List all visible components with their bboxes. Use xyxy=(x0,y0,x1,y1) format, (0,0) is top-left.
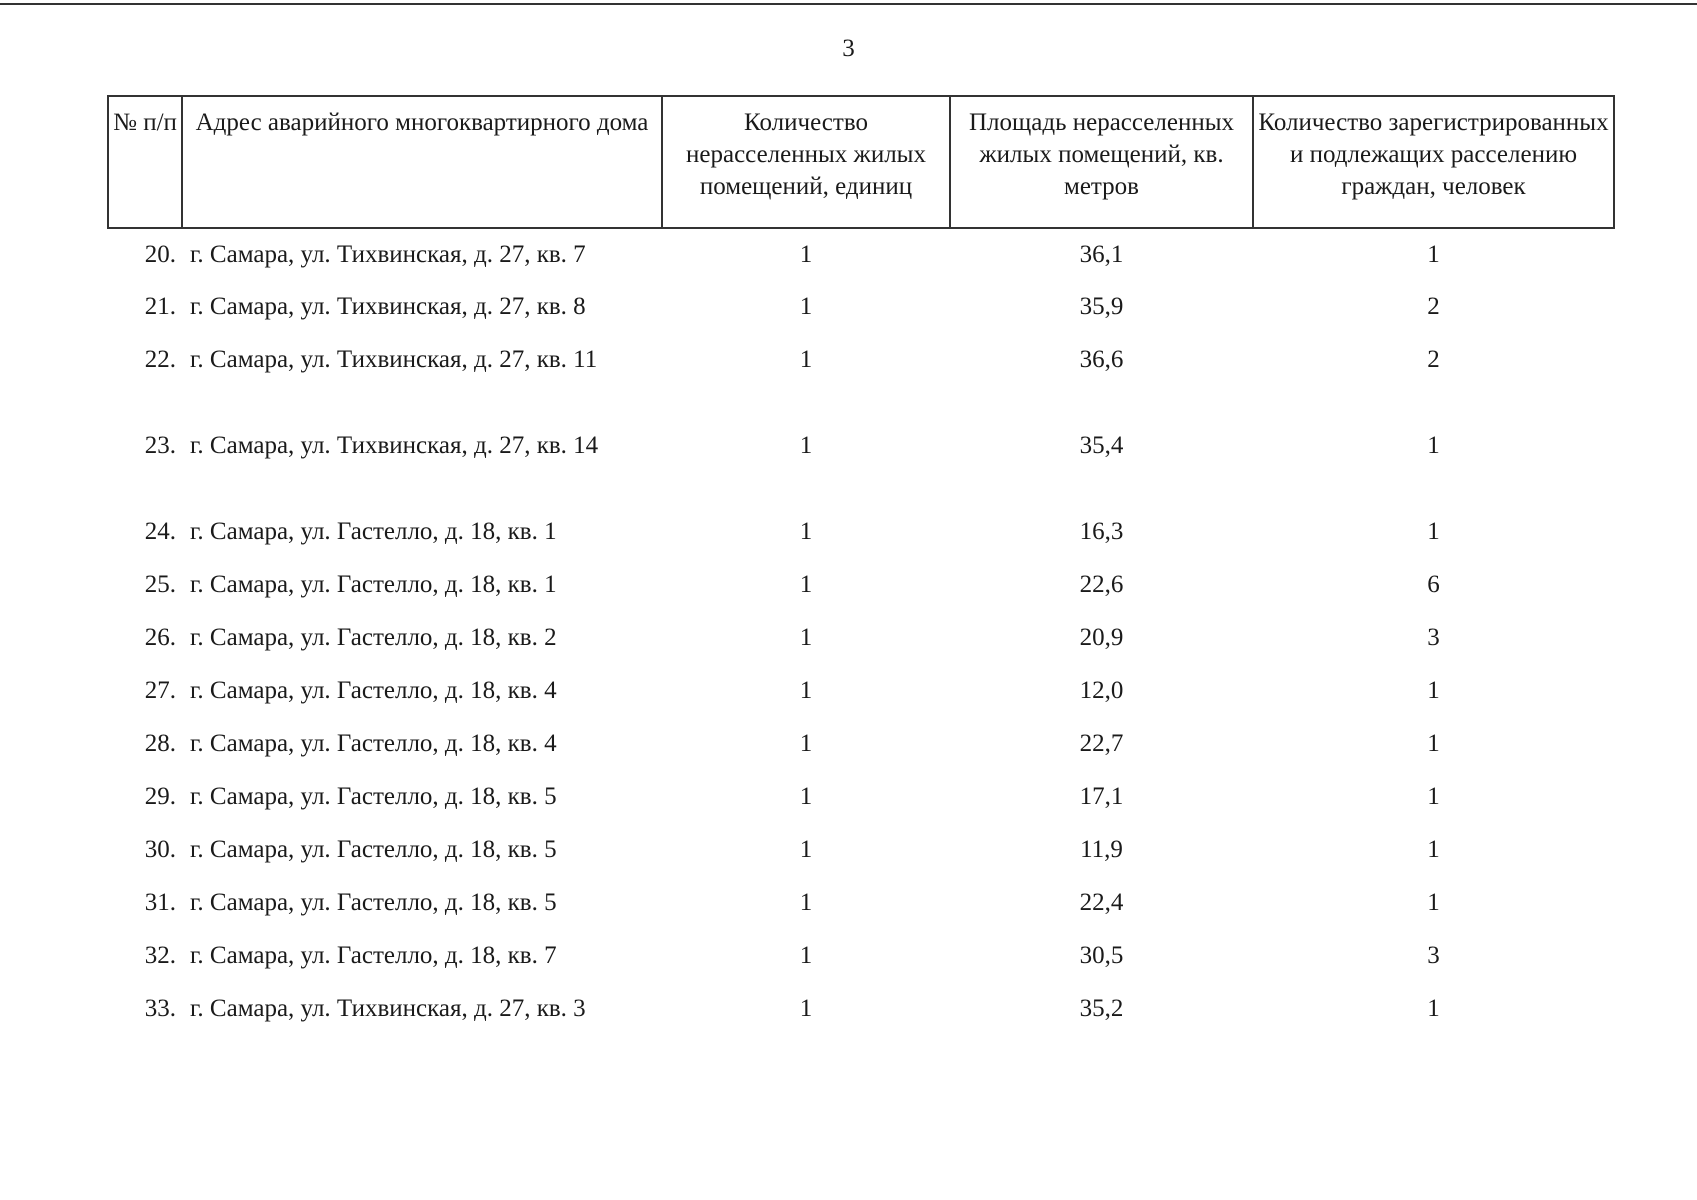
table-row xyxy=(108,622,1614,675)
row-people: 1 xyxy=(1427,995,1440,1022)
row-address: г. Самара, ул. Гастелло, д. 18, кв. 5 xyxy=(190,783,557,810)
row-area: 36,1 xyxy=(1079,241,1124,268)
row-people: 1 xyxy=(1427,432,1440,459)
row-area: 17,1 xyxy=(1079,783,1124,810)
row-units: 1 xyxy=(799,293,813,320)
row-number: 25. xyxy=(144,571,176,598)
row-area: 11,9 xyxy=(1080,836,1123,863)
row-number: 33. xyxy=(144,995,176,1022)
row-address: г. Самара, ул. Тихвинская, д. 27, кв. 11 xyxy=(190,346,598,373)
row-area: 16,3 xyxy=(1079,518,1124,545)
row-people: 2 xyxy=(1427,346,1440,373)
row-number: 29. xyxy=(144,783,176,810)
header-area: Площадь нерасселенных жилых помещений, кв. метров xyxy=(950,96,1253,228)
row-number: 20. xyxy=(144,241,176,268)
row-people: 2 xyxy=(1427,293,1440,320)
row-units: 1 xyxy=(799,241,813,268)
row-area: 35,9 xyxy=(1079,293,1124,320)
page-number: 3 xyxy=(842,35,855,62)
row-area: 36,6 xyxy=(1079,346,1124,373)
row-address: г. Самара, ул. Тихвинская, д. 27, кв. 8 xyxy=(190,293,586,320)
row-units: 1 xyxy=(799,518,813,545)
header-address: Адрес аварийного многоквартирного дома xyxy=(182,96,662,228)
row-address: г. Самара, ул. Гастелло, д. 18, кв. 2 xyxy=(190,624,557,651)
row-units: 1 xyxy=(799,942,813,969)
row-units: 1 xyxy=(799,783,813,810)
row-number: 28. xyxy=(144,730,176,757)
table-row xyxy=(108,291,1614,344)
row-people: 1 xyxy=(1427,836,1440,863)
row-address: г. Самара, ул. Гастелло, д. 18, кв. 1 xyxy=(190,518,557,545)
row-units: 1 xyxy=(799,624,813,651)
table-row xyxy=(108,675,1614,728)
row-people: 1 xyxy=(1427,730,1440,757)
row-address: г. Самара, ул. Гастелло, д. 18, кв. 1 xyxy=(190,571,557,598)
row-number: 26. xyxy=(144,624,176,651)
row-people: 3 xyxy=(1427,942,1440,969)
row-number: 27. xyxy=(144,677,176,704)
row-number: 30. xyxy=(144,836,176,863)
row-number: 23. xyxy=(144,432,176,459)
row-area: 22,7 xyxy=(1079,730,1124,757)
row-people: 3 xyxy=(1427,624,1440,651)
row-people: 1 xyxy=(1427,783,1440,810)
table-row xyxy=(108,228,1614,291)
table-row xyxy=(108,781,1614,834)
row-people: 1 xyxy=(1427,518,1440,545)
table-row xyxy=(108,344,1614,430)
row-area: 22,4 xyxy=(1079,889,1124,916)
header-units: Количество нерасселенных жилых помещений, единиц xyxy=(662,96,950,228)
row-address: г. Самара, ул. Гастелло, д. 18, кв. 4 xyxy=(190,730,557,757)
row-area: 12,0 xyxy=(1079,677,1124,704)
table-row xyxy=(108,516,1614,569)
row-units: 1 xyxy=(799,995,813,1022)
row-address: г. Самара, ул. Гастелло, д. 18, кв. 5 xyxy=(190,836,557,863)
row-people: 1 xyxy=(1427,677,1440,704)
row-units: 1 xyxy=(799,571,813,598)
table-row xyxy=(108,887,1614,940)
row-area: 35,4 xyxy=(1079,432,1124,459)
row-people: 1 xyxy=(1427,241,1440,268)
table-row xyxy=(108,569,1614,622)
header-people: Количество зарегистрированных и подлежащих расселению граждан, человек xyxy=(1253,96,1614,228)
row-units: 1 xyxy=(799,730,813,757)
row-units: 1 xyxy=(799,677,813,704)
header-number: № п/п xyxy=(108,96,182,228)
row-units: 1 xyxy=(799,836,813,863)
row-number: 24. xyxy=(144,518,176,545)
row-area: 22,6 xyxy=(1079,571,1124,598)
top-rule xyxy=(0,3,1697,5)
row-number: 22. xyxy=(144,346,176,373)
table-row xyxy=(108,834,1614,887)
resettlement-table xyxy=(107,95,1615,1046)
table-row xyxy=(108,940,1614,993)
row-units: 1 xyxy=(799,889,813,916)
table-row xyxy=(108,728,1614,781)
row-area: 35,2 xyxy=(1079,995,1124,1022)
row-address: г. Самара, ул. Гастелло, д. 18, кв. 5 xyxy=(190,889,557,916)
row-people: 6 xyxy=(1427,571,1440,598)
row-number: 32. xyxy=(144,942,176,969)
row-people: 1 xyxy=(1427,889,1440,916)
row-address: г. Самара, ул. Тихвинская, д. 27, кв. 14 xyxy=(190,432,599,459)
row-number: 31. xyxy=(144,889,176,916)
row-address: г. Самара, ул. Гастелло, д. 18, кв. 7 xyxy=(190,942,557,969)
row-address: г. Самара, ул. Тихвинская, д. 27, кв. 3 xyxy=(190,995,586,1022)
row-address: г. Самара, ул. Тихвинская, д. 27, кв. 7 xyxy=(190,241,586,268)
row-units: 1 xyxy=(799,432,813,459)
row-area: 20,9 xyxy=(1079,624,1124,651)
row-number: 21. xyxy=(144,293,176,320)
table-header-row xyxy=(108,96,1614,228)
table-row xyxy=(108,430,1614,516)
row-address: г. Самара, ул. Гастелло, д. 18, кв. 4 xyxy=(190,677,557,704)
row-units: 1 xyxy=(799,346,813,373)
table-row xyxy=(108,993,1614,1046)
row-area: 30,5 xyxy=(1079,942,1124,969)
